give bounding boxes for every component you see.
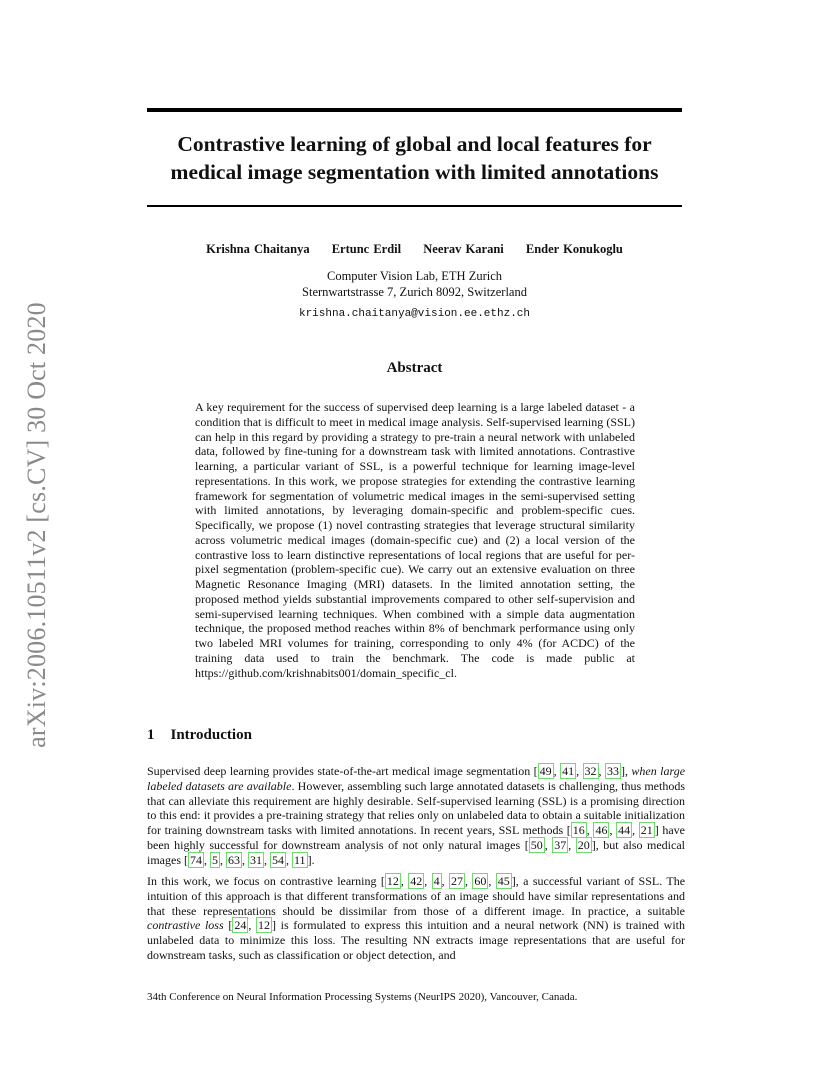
citation-link[interactable]: 37	[554, 837, 567, 852]
paragraph-text: In this work, we focus on contrastive learning	[147, 874, 381, 888]
intro-paragraph-2	[147, 874, 685, 963]
paragraph-text: . However, assembling such large annotated datasets is challenging, thus methods that can alleviate this requirement are highly desirable. Self-supervised learning (SSL) is a promising direction to this end: it provides a pre-training strategy that relies only on unlabeled data to obtain a suitable initialization for training downstream tasks with limited annotations. In recent years, SSL methods	[147, 778, 686, 837]
paragraph-text: Supervised deep learning provides state-of-the-art medical image segmentation	[147, 764, 534, 778]
citation-link[interactable]: 16	[572, 823, 585, 837]
citation-link[interactable]: 49	[539, 764, 552, 778]
citation-group: [ 49 , 41 , 32 , 33 ]	[533, 764, 625, 778]
affiliation-address: Sternwartstrasse 7, Zurich 8092, Switzerland	[302, 285, 527, 299]
conference-footer: 34th Conference on Neural Information Processing Systems (NeurIPS 2020), Vancouver, Canada.	[147, 991, 578, 1003]
title-bottom-rule	[147, 205, 682, 207]
section-number: 1	[147, 727, 155, 743]
citation-link[interactable]: 74	[190, 852, 202, 867]
citation-link[interactable]: 60	[474, 874, 487, 888]
affiliation-lab: Computer Vision Lab, ETH Zurich	[326, 269, 503, 283]
citation-link[interactable]: 5	[212, 852, 218, 867]
section-heading	[147, 727, 547, 744]
citation-link[interactable]: 27	[451, 874, 464, 888]
abstract-heading: Abstract	[386, 360, 443, 376]
paragraph-text: .	[311, 852, 315, 867]
emphasis-text: contrastive loss	[147, 918, 224, 933]
citation-link[interactable]: 31	[250, 852, 262, 867]
citation-link[interactable]: 41	[562, 764, 575, 778]
citation-link[interactable]: 11	[294, 852, 306, 867]
arxiv-stamp	[20, 290, 54, 760]
citation-link[interactable]: 42	[410, 874, 423, 888]
section-title: Introduction	[170, 727, 252, 743]
citation-group: [ 12 , 42 , 4 , 27 , 60 , 45 ]	[380, 874, 516, 888]
author-email: krishna.chaitanya@vision.ee.ethz.ch	[298, 308, 531, 320]
affiliation	[140, 268, 689, 300]
citation-link[interactable]: 32	[584, 764, 597, 778]
citation-link[interactable]: 4	[433, 874, 440, 888]
citation-group: [ 50 , 37 , 20 ]	[524, 837, 596, 852]
citation-link[interactable]: 21	[640, 823, 653, 837]
paragraph-text: , a successful variant of SSL. The intuition of this approach is that different transformations of an image should have similar representations and that these representations should be dissimilar from those of a different image. In practice, a suitable	[147, 874, 686, 918]
paragraph-text: have been highly successful for downstream analysis of not only natural images	[147, 823, 686, 852]
citation-link[interactable]: 12	[386, 874, 399, 888]
paragraph-text: ,	[624, 764, 632, 778]
arxiv-stamp-text: arXiv:2006.10511v2 [cs.CV] 30 Oct 2020	[22, 302, 52, 748]
abstract-body: A key requirement for the success of supervised deep learning is a large labeled dataset - a condition that is difficult to meet in medical image analysis. Self-supervised learning (SSL) can help in this regard by providing a strategy to pre-train a neural network with unlabeled data, followed by fine-tuning for a downstream task with limited annotations. Contrastive learning, a particular variant of SSL, is a powerful technique for learning image-level representations. In this work, we propose strategies for extending the contrastive learning framework for segmentation of volumetric medical images in the semi-supervised setting with limited annotations, by leveraging domain-specific and problem-specific cues. Specifically, we propose (1) novel contrasting strategies that leverage structural similarity across volumetric medical images (domain-specific cue) and (2) a local version of the contrastive loss to learn distinctive representations of local regions that are useful for per-pixel segmentation (problem-specific cue). We carry out an extensive evaluation on three Magnetic Resonance Imaging (MRI) datasets. In the limited annotation setting, the proposed method yields substantial improvements compared to other self-supervision and semi-supervised learning techniques. When combined with a simple data augmentation technique, the proposed method reaches within 8% of benchmark performance using only two labeled MRI volumes for training, corresponding to only 4% (for ACDC) of the training data used to train the benchmark. The code is made public at https://github.com/krishnabits001/domain_specific_cl.	[195, 400, 635, 680]
author-name: Ertunc Erdil	[331, 242, 402, 256]
citation-group: [ 24 , 12 ]	[228, 918, 276, 933]
citation-link[interactable]: 44	[618, 823, 631, 837]
citation-link[interactable]: 63	[228, 852, 240, 867]
citation-group: [ 74 , 5 , 63 , 31 , 54 , 11 ]	[184, 852, 312, 867]
citation-link[interactable]: 12	[257, 918, 270, 933]
citation-link[interactable]: 46	[595, 823, 608, 837]
title-top-rule	[147, 108, 682, 112]
intro-paragraph-1	[147, 764, 685, 867]
citation-link[interactable]: 54	[272, 852, 284, 867]
author-list	[140, 242, 689, 257]
citation-link[interactable]: 45	[497, 874, 510, 888]
emphasis-text: when large labeled datasets are available	[147, 764, 686, 793]
citation-link[interactable]: 24	[234, 918, 247, 933]
paper-title: Contrastive learning of global and local features for medical image segmentation with limited annotations	[170, 132, 659, 184]
citation-link[interactable]: 20	[577, 837, 590, 852]
author-name: Krishna Chaitanya	[206, 242, 310, 256]
citation-group: [ 16 , 46 , 44 , 21 ]	[566, 823, 659, 837]
citation-link[interactable]: 50	[530, 837, 543, 852]
citation-link[interactable]: 33	[606, 764, 619, 778]
paragraph-text: , but also medical images	[147, 837, 686, 867]
author-name: Neerav Karani	[423, 242, 504, 256]
author-name: Ender Konukoglu	[525, 242, 623, 256]
paragraph-text: is formulated to express this intuition and a neural network (NN) is trained with unlabeled data to minimize this loss. The resulting NN extracts image representations that are useful for downstream tasks, such as classification or object detection, and	[147, 918, 686, 962]
